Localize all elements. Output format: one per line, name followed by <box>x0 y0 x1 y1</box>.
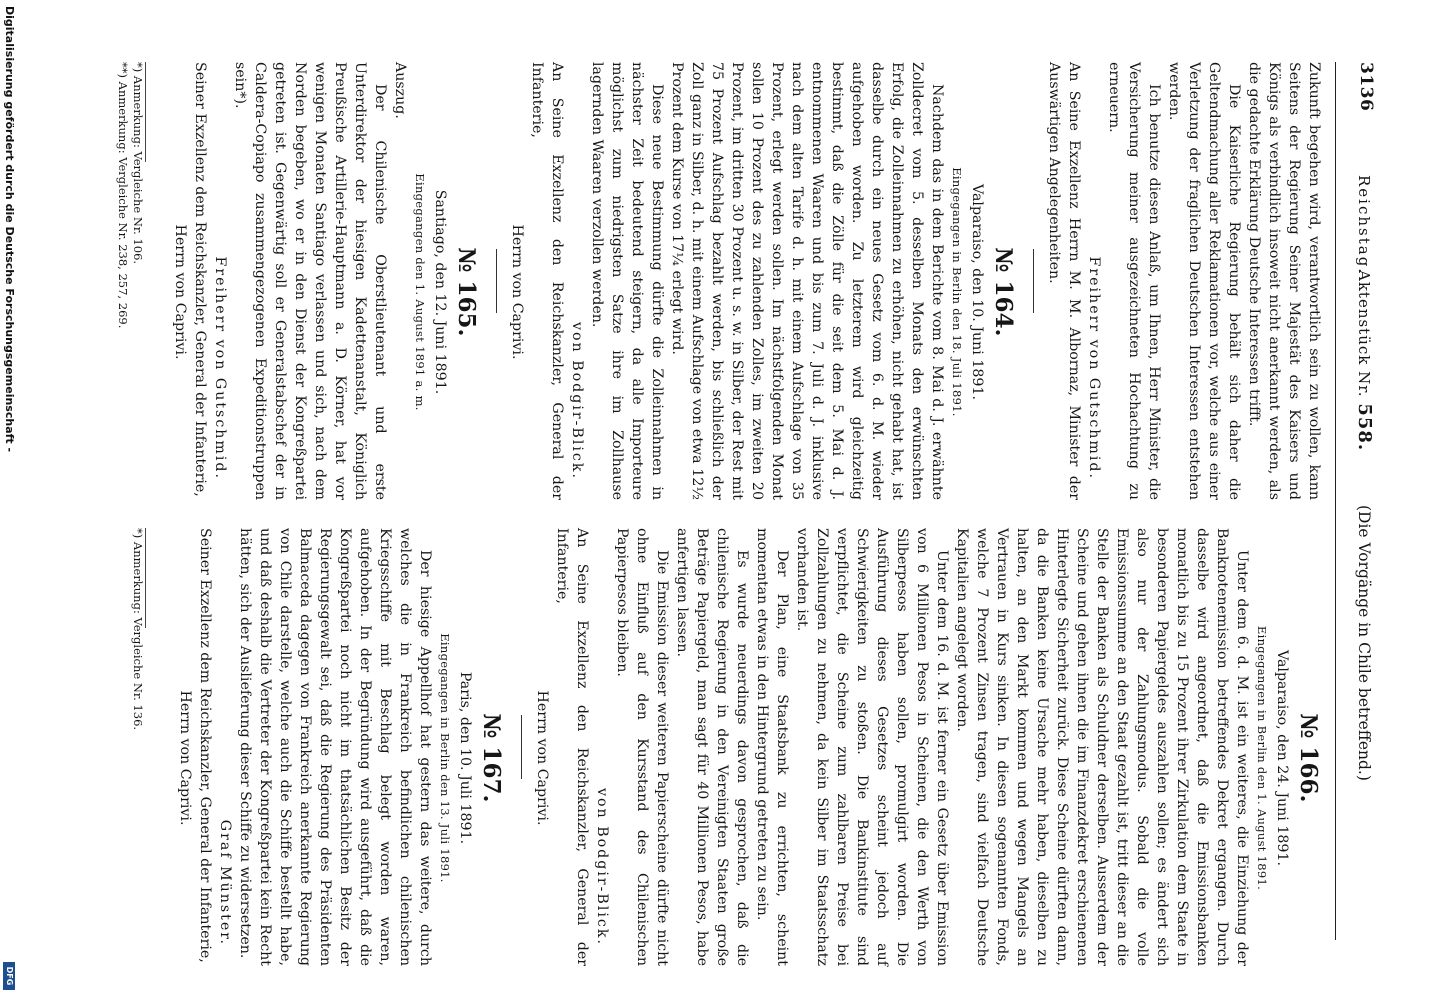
recipient-name: Herrn von Caprivi. <box>172 224 188 360</box>
document-subject: (Die Vorgänge in Chile betreffend.) <box>1355 505 1373 781</box>
recipient-name: Herrn von Caprivi. <box>509 224 525 360</box>
signature: von Bodgir-Blick. <box>594 787 610 946</box>
received-date: Eingegangen in Berlin den 13. Juli 1891. <box>438 633 452 883</box>
footnote: *) Anmerkung: Vergleiche Nr. 106. <box>131 62 145 265</box>
footnote: *) Anmerkung: Vergleiche Nr. 136. <box>131 528 145 731</box>
document-reference <box>1354 270 1374 451</box>
paragraph: Die Emission dieser weiteren Papierscheine dürfte nicht ohne Einfluß auf den Kursstand des Chilenischen Papierpesos bleiben. <box>614 528 670 966</box>
place-date: Valparaiso, den 10. Juni 1891. <box>969 184 985 400</box>
paragraph: Ich benutze diesen Anlaß, um Ihnen, Herr Minister, die Versicherung meiner ausgezeichneten Hochachtung zu erneuern. <box>1106 62 1162 500</box>
paragraph: Diese neue Bestimmung dürfte die Zolleinnahmen in nächster Zeit bedeutend steigern, da alle Importeure möglichst zum niedrigsten Satze ihre im Zollhause lagernden Waaren verzollen werden. <box>589 62 665 500</box>
recipient-address: An Seine Exzellenz den Reichskanzler, General der Infanterie, <box>529 62 565 500</box>
dfg-logo: DFG <box>3 962 15 990</box>
signature: Graf Münster. <box>217 819 233 946</box>
header-rule <box>1335 62 1336 940</box>
signature: Freiherr von Gutschmid. <box>1086 256 1102 480</box>
place-date: Valparaiso, den 24. Juni 1891. <box>1274 650 1290 866</box>
document-number: 558. <box>1354 403 1375 452</box>
section-divider <box>1033 249 1034 313</box>
document-heading: № 164. <box>990 247 1017 337</box>
paragraph: Nachdem das in dem Berichte vom 8. Mai d. J. erwähnte Zolldecret vom 5. desselben Monats den erwünschten Erfolg, die Zolleinnahmen zu erhöhen, nicht gehabt hat, ist dasselbe durch ein neues Gesetz vom 6. d. M. wieder aufgehoben worden. Zu letzterem wird gleichzeitig bestimmt, daß die Zölle für die seit dem 5. Mai d. J. entnommenen Waaren und bis zum 7. Juli d. J. inklusive nach dem alten Tarife d. h. mit einem Aufschlage von 35 Prozent, erlegt werden sollen. Im nächstfolgenden Monat sollen 10 Prozent des zu zahlenden Zolles, im zweiten 20 Prozent, im dritten 30 Prozent u. s. w. in Silber, der Rest mit 75 Prozent Aufschlag bezahlt werden, bis schließlich der Zoll ganz in Silber, d. h. mit einem Aufschlage von etwa 12½ Prozent dem Kurse von 17¼ erlegt wird. <box>669 62 945 500</box>
document-heading: № 167. <box>478 713 505 803</box>
footnote: **) Anmerkung: Vergleiche Nr. 238, 257, 269. <box>116 62 130 329</box>
document-heading: № 165. <box>453 247 480 337</box>
digitization-notice <box>0 0 18 1000</box>
left-column <box>170 62 1324 500</box>
paragraph: Zukunft begehen wird, verantwortlich sein zu wollen, kann Seitens der Regierung Seiner Majestät des Kaisers und Königs als verbindlich insoweit nicht anerkannt werden, als die gedachte Erklärung Deutsche Interessen trifft. <box>1246 62 1322 500</box>
paragraph: Es wurde neuerdings davon gesprochen, daß die chilenische Regierung in den Vereinigten Staaten große Beträge Papiergeld, man sagt für 40 Millionen Pesos, habe anfertigen lassen. <box>674 528 750 966</box>
recipient-address: Seiner Exzellenz dem Reichskanzler, General der Infanterie, <box>197 528 213 963</box>
received-date: Eingegangen den 1. August 1891 a. m. <box>413 173 427 411</box>
paragraph: Der hiesige Appellhof hat gestern das weitere, durch welches die in Frankreich befindlichen chilenischen Kriegsschiffe mit Beschlag belegt worden waren, aufgehoben. In der Begründung wird ausgeführt, daß die Kongreßpartei noch nicht im thatsächlichen Besitz der Regierungsgewalt sei, daß die Regierung des Präsidenten Balmaceda dagegen von Frankreich anerkannte Regierung von Chile darstelle, welche auch die Schiffe bestellt habe, und daß deshalb die Vertreter der Kongreßpartei kein Recht hätten, sich der Auslieferung dieser Schiffe zu widersetzen. <box>237 528 433 966</box>
section-divider <box>521 715 522 779</box>
page-number: 3136 <box>1356 62 1376 112</box>
paragraph: Die Kaiserliche Regierung behält sich daher die Geltendmachung aller Reklamationen vor, welche aus einer Verletzung der fraglichen Deutschen Interessen entstehen werden. <box>1166 62 1242 500</box>
section-divider <box>496 249 497 313</box>
running-header <box>1350 0 1376 1000</box>
place-date: Paris, den 10. Juli 1891. <box>457 671 473 845</box>
received-date: Eingegangen in Berlin den 18. Juli 1891. <box>950 167 964 417</box>
right-column <box>175 528 1324 966</box>
chamber-name: Reichstag. <box>1355 175 1373 276</box>
footnotes-right <box>130 528 146 966</box>
paragraph: Der Plan, eine Staatsbank zu errichten, scheint momentan etwas in den Hintergrund getreten zu sein. <box>754 528 790 966</box>
footnote-rule <box>145 62 146 162</box>
recipient-name: Herrn von Caprivi. <box>177 690 193 826</box>
paragraph: Unter dem 6. d. M. ist ein weiteres, die Einziehung der Banknotenemission betreffendes Dekret ergangen. Durch dasselbe wird angeordnet, daß die Emissionsbanken monatlich bis zu 15 Prozent ihrer Zirkulation dem Staate in besonderen Papiergeldes auszahlen sollen; es ändert sich also nur der Zahlungsmodus. Sobald die volle Emissionssumme an den Staat gezahlt ist, tritt dieser an die Stelle der Banken als Schuldner derselben. Ausserdem der Scheine und gehen ihnen die im Finanzdekret erschienenen Hinterlegte Sicherheit zurück. Diese Scheine dürften dann, da die Banken keine Ursache mehr haben, dieselben zu halten, an den Markt kommen und wegen Mangels an Vertrauen in Kurs sinken. In diesen sogenannten Fonds, welche 7 Prozent Zinsen tragen, sind vielfach Deutsche Kapitalien angelegt worden. <box>954 528 1250 966</box>
excerpt-label: Auszug. <box>392 62 408 119</box>
recipient-address: Seiner Exzellenz dem Reichskanzler, General der Infanterie, <box>192 62 208 497</box>
signature: von Bodgir-Blick. <box>569 321 585 480</box>
paragraph: Unter dem 16. d. M. ist ferner ein Gesetz über Emission von 6 Millionen Pesos in Scheinen, die den Werth von Silberpesos haben sollen, promulgirt worden. Die Ausführung dieses Gesetzes scheint jedoch auf Schwierigkeiten zu stoßen. Die Bankinstitute sind verpflichtet, die Scheine zum zahlbaren Preise bei Zollzahlungen zu nehmen, da kein Silber im Staatsschatz vorhanden ist. <box>794 528 950 966</box>
document-heading: № 166. <box>1295 713 1322 803</box>
signature: Freiherr von Gutschmid. <box>212 256 228 480</box>
place-date: Santiago, den 12. Juni 1891. <box>432 189 448 395</box>
received-date: Eingegangen in Berlin den 1. August 1891. <box>1255 625 1269 891</box>
recipient-address: An Seine Exzellenz Herrn M. M. Albornaz, Minister der Auswärtigen Angelegenheiten. <box>1046 62 1082 500</box>
recipient-name: Herrn von Caprivi. <box>534 690 550 826</box>
footnote-rule <box>145 528 146 628</box>
document-prefix: Aktenstück Nr. <box>1355 270 1373 398</box>
recipient-address: An Seine Exzellenz den Reichskanzler, General der Infanterie, <box>554 528 590 966</box>
footnotes-left <box>115 62 146 500</box>
digitization-text: Digitalisierung gefördert durch die Deutsche Forschungsgemeinschaft - <box>3 6 16 453</box>
paragraph: Der Chilenische Oberstlieutenant und erste Unterdirektor der hiesigen Kadettenanstalt, Königlich Preußische Artillerie-Hauptmann a. D. Körner, hat vor wenigen Monaten Santiago verlassen und sich, nach dem Norden begeben, wo er in den Dienst der Kongreßpartei getreten ist. Gegenwärtig soll er Generalstabschef der in Caldera-Copiapo zusammengezogenen Expeditionstruppen sein*). <box>232 62 388 500</box>
